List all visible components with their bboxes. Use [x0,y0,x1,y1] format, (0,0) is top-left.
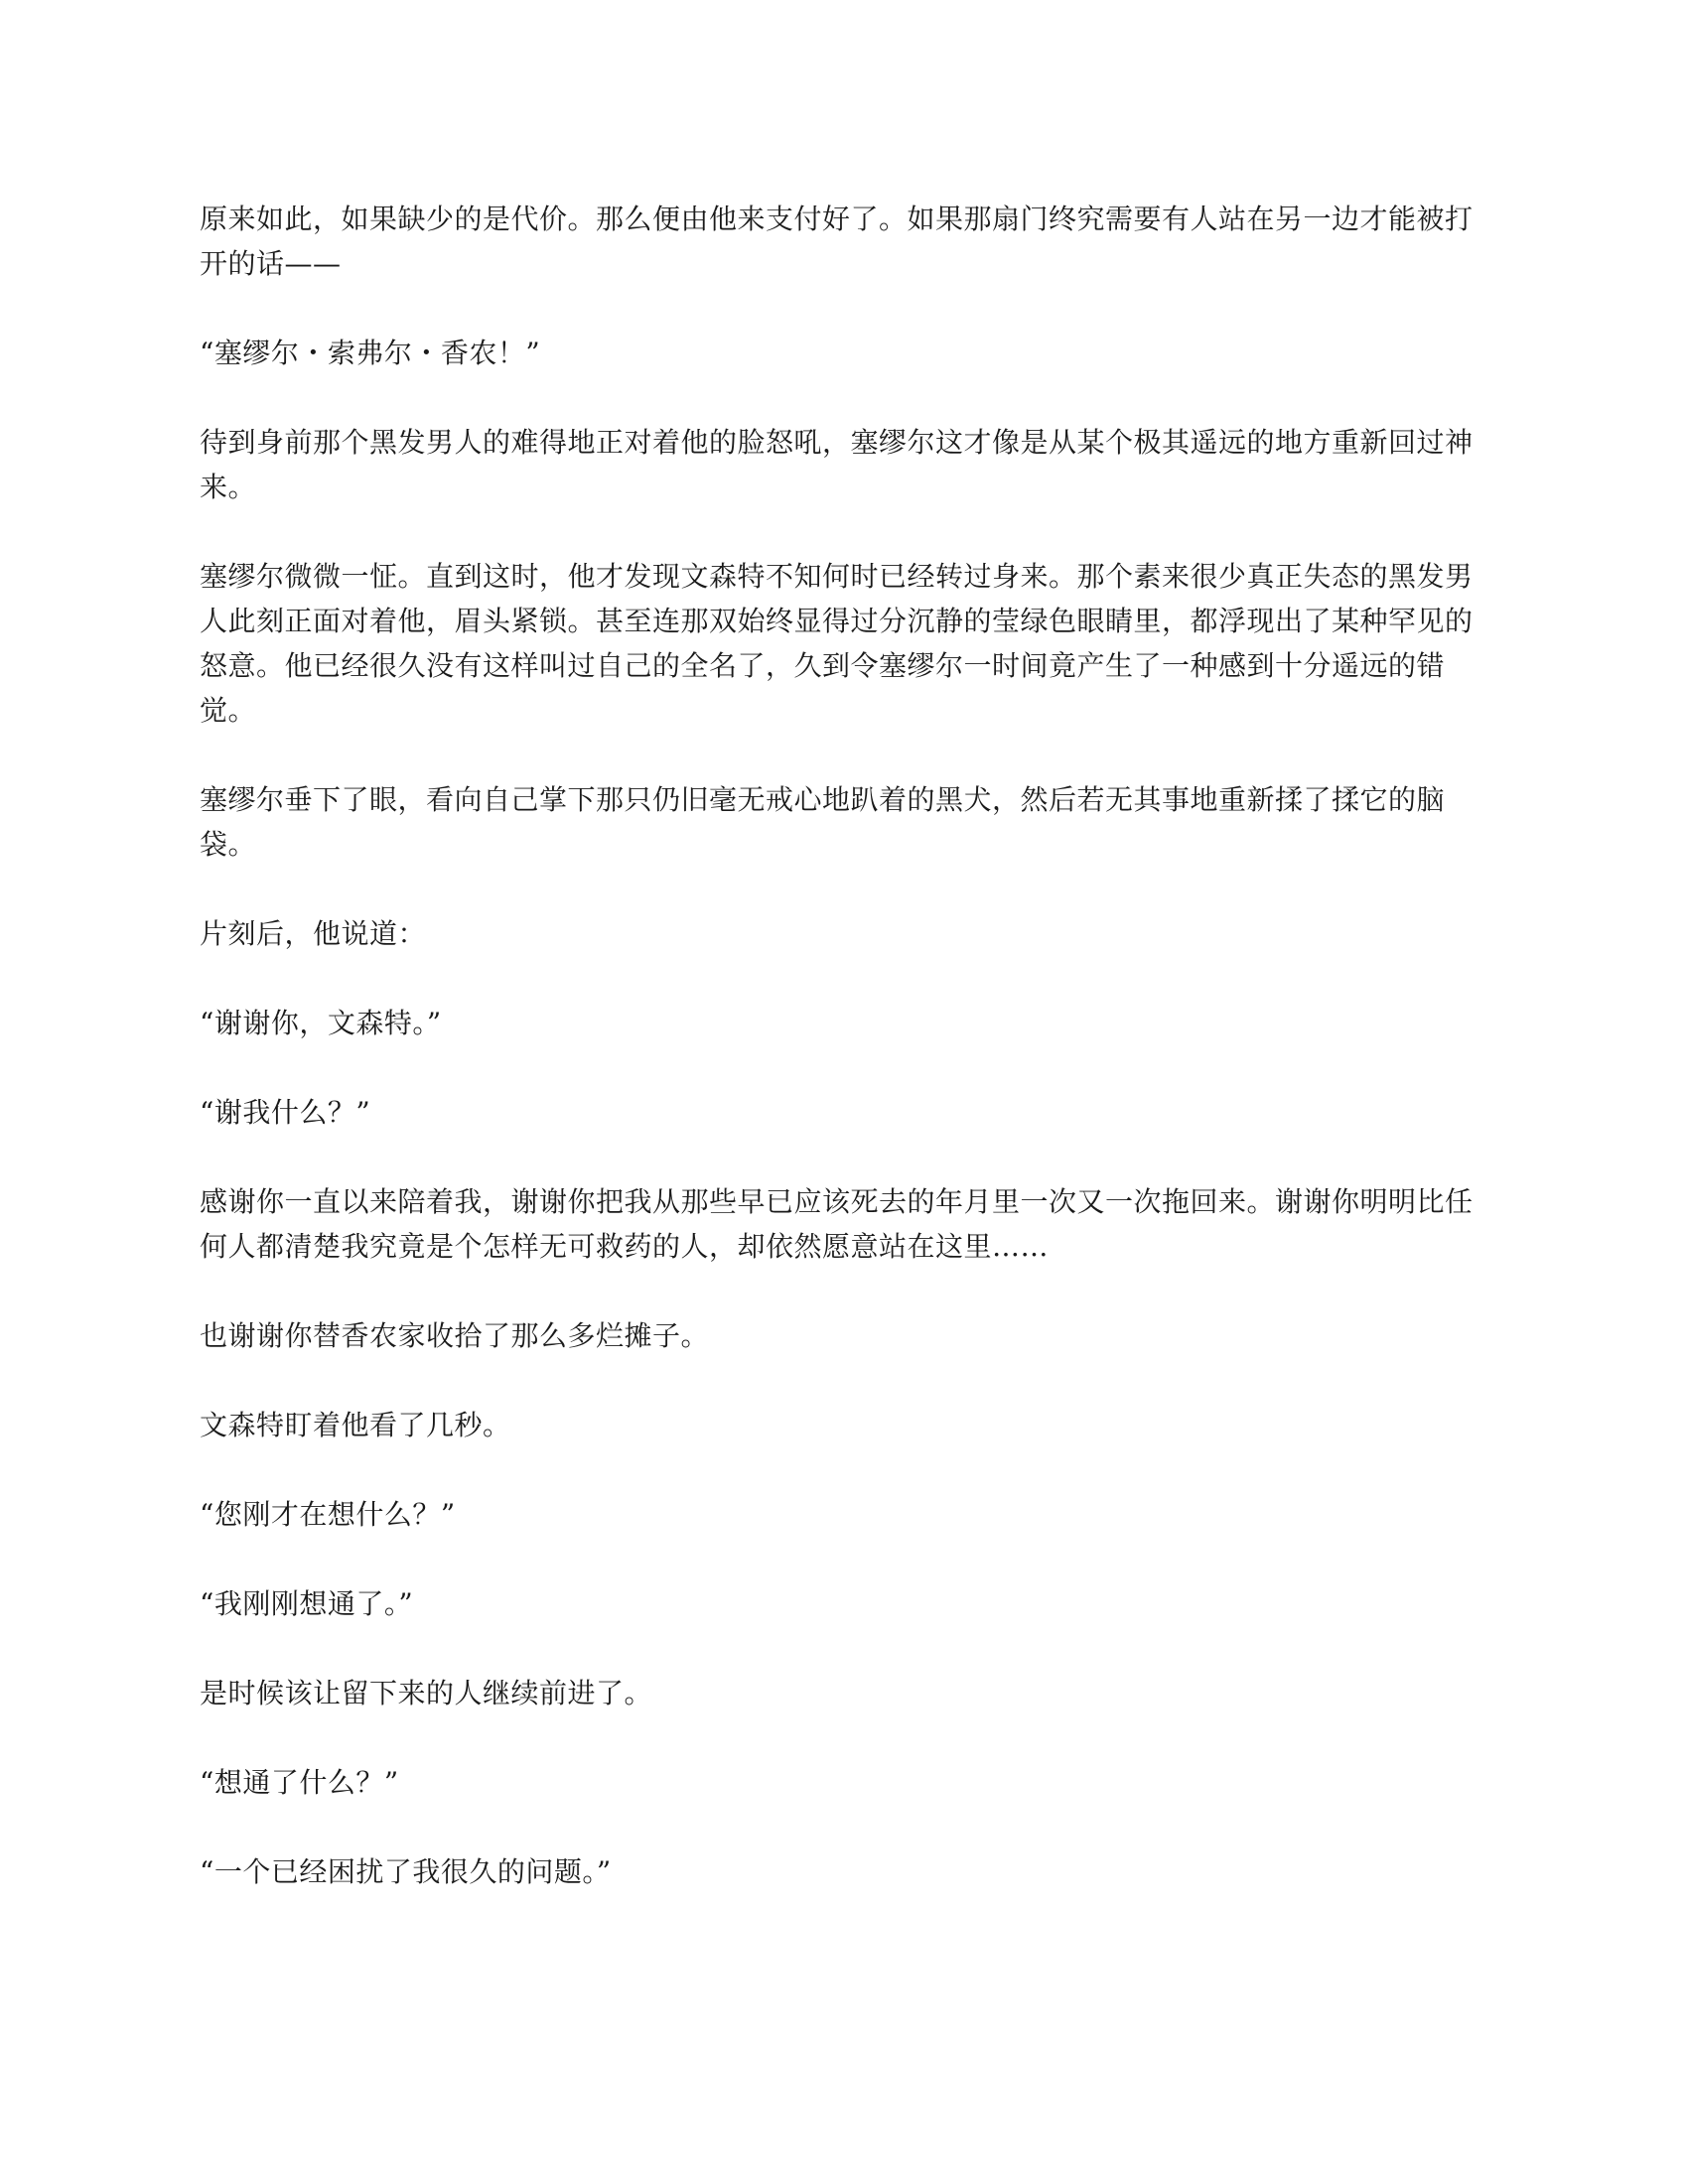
paragraph: 原来如此，如果缺少的是代价。那么便由他来支付好了。如果那扇门终究需要有人站在另一边才能被打开的话—— [200,203,1474,280]
paragraph: 感谢你一直以来陪着我，谢谢你把我从那些早已应该死去的年月里一次又一次拖回来。谢谢你明明比任何人都清楚我究竟是个怎样无可救药的人，却依然愿意站在这里…… [200,1185,1474,1263]
paragraph: “想通了什么？” [200,1766,399,1799]
paragraph: 塞缪尔微微一怔。直到这时，他才发现文森特不知何时已经转过身来。那个素来很少真正失态的黑发男人此刻正面对着他，眉头紧锁。甚至连那双始终显得过分沉静的莹绿色眼睛里，都浮现出了某种罕见的怒意。他已经很久没有这样叫过自己的全名了，久到令塞缪尔一时间竟产生了一种感到十分遥远的错觉。 [200,560,1474,727]
paragraph: 是时候该让留下来的人继续前进了。 [200,1677,653,1709]
paragraph: 片刻后，他说道： [200,917,427,950]
paragraph: 塞缪尔垂下了眼，看向自己掌下那只仍旧毫无戒心地趴着的黑犬，然后若无其事地重新揉了揉它的脑袋。 [200,783,1446,861]
paragraph: 文森特盯着他看了几秒。 [200,1409,511,1441]
paragraph: “谢我什么？” [200,1096,371,1129]
paragraph: “谢谢你，文森特。” [200,1007,442,1039]
paragraph: 也谢谢你替香农家收拾了那么多烂摊子。 [200,1319,710,1352]
paragraph: “一个已经困扰了我很久的问题。” [200,1855,612,1888]
paragraph: “您刚才在想什么？” [200,1498,456,1531]
paragraph: 待到身前那个黑发男人的难得地正对着他的脸怒吼，塞缪尔这才像是从某个极其遥远的地方重新回过神来。 [200,426,1474,503]
paragraph: “我刚刚想通了。” [200,1587,414,1620]
paragraph: “塞缪尔・索弗尔・香农！” [200,337,541,369]
document-body [200,197,1490,1939]
